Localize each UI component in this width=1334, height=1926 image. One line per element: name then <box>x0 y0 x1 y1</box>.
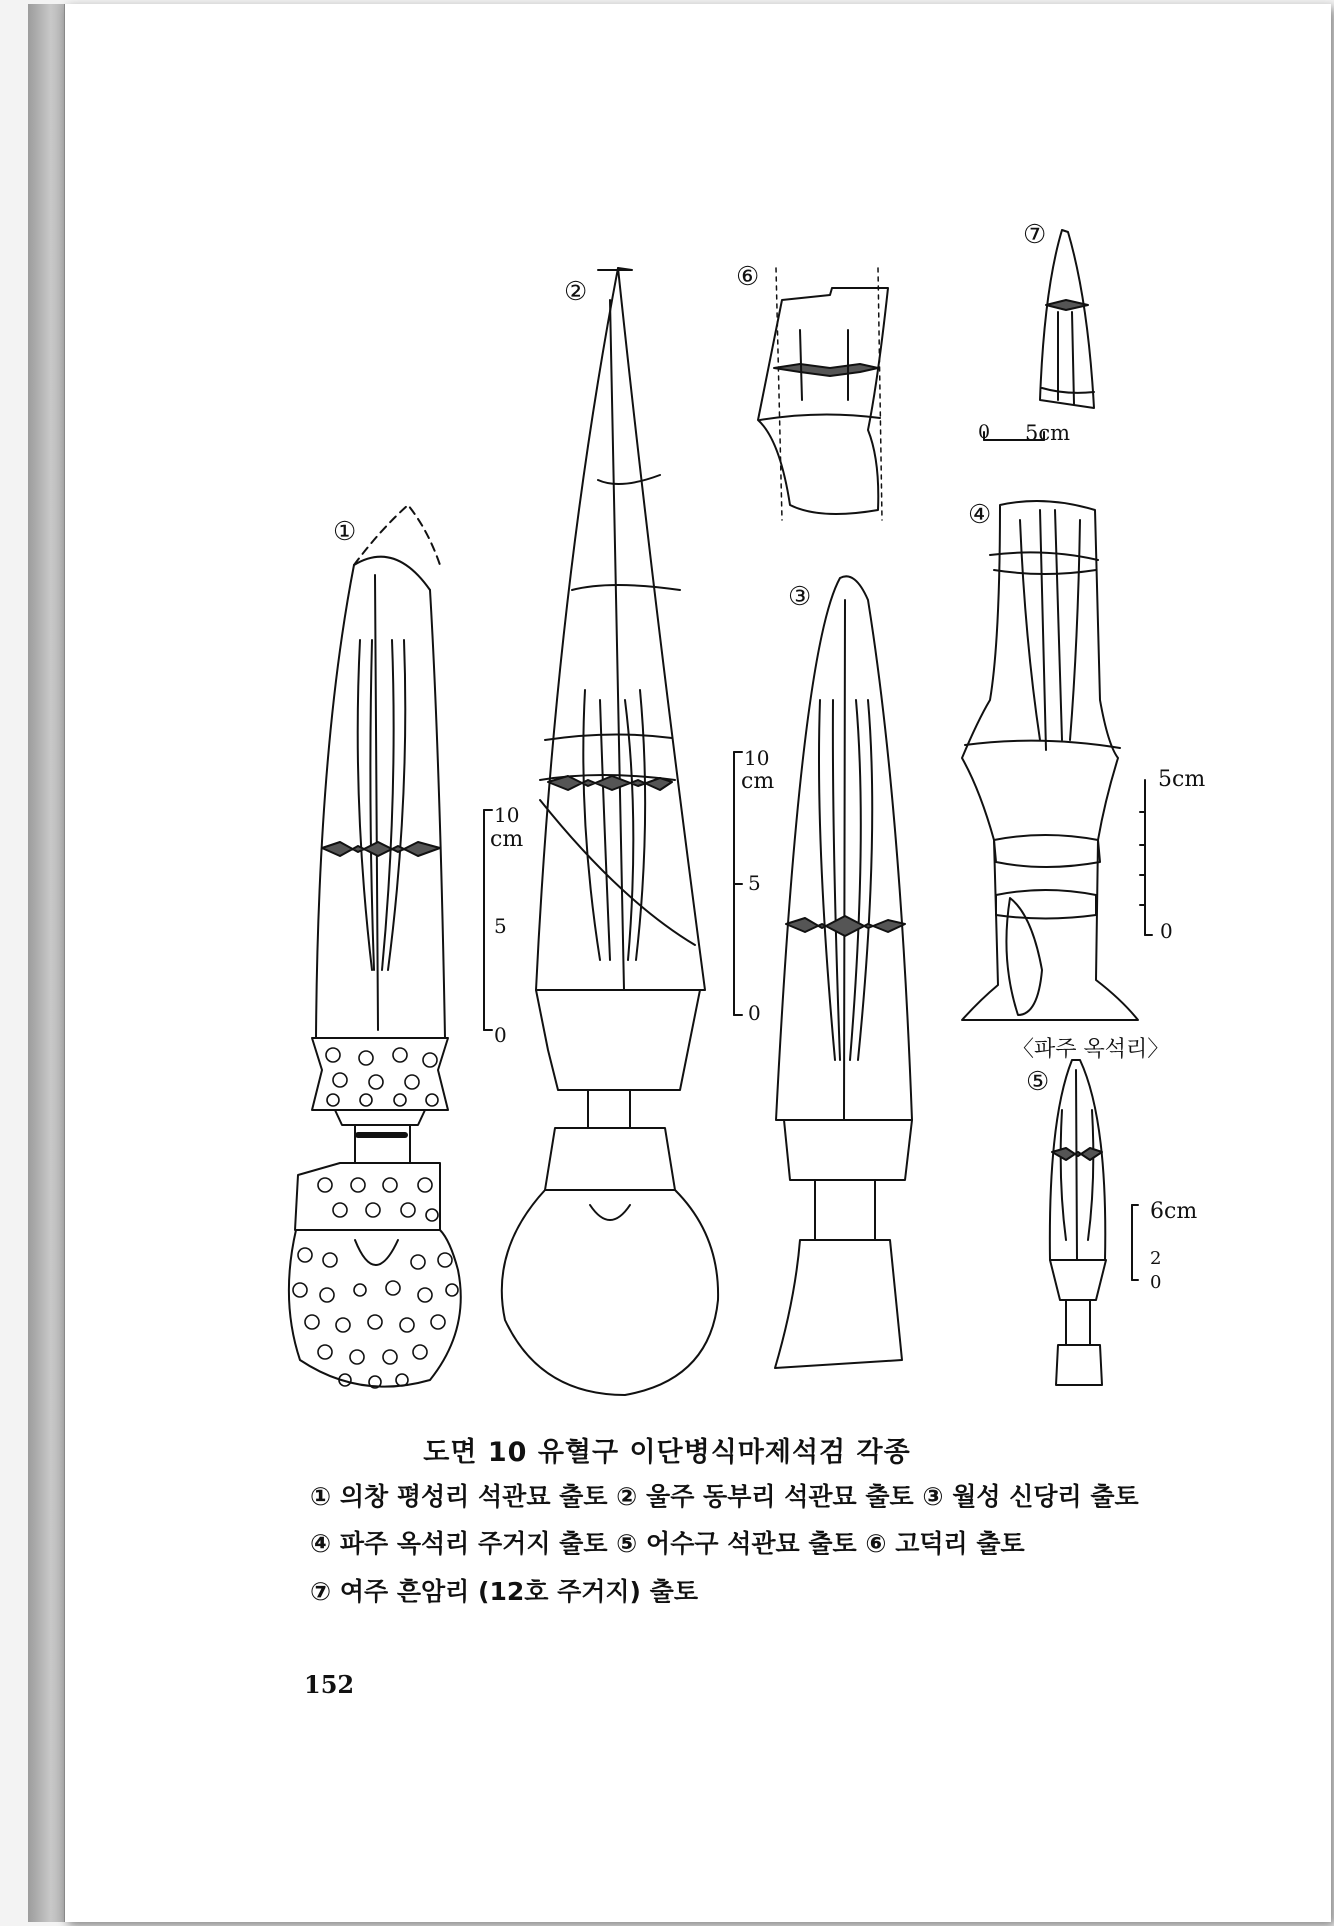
dagger-2 <box>502 268 718 1395</box>
dagger-1-dots <box>293 1048 458 1388</box>
scale2-mid: 5 <box>748 871 761 895</box>
scale2-unit: cm <box>741 769 775 794</box>
scale4-zero: 0 <box>1160 919 1173 943</box>
dagger-5 <box>1050 1060 1106 1385</box>
dagger-1 <box>289 505 461 1387</box>
caption-line-3: ⑦ 여주 흔암리 (12호 주거지) 출토 <box>310 1577 698 1606</box>
scale7-top: 5cm <box>1025 421 1071 445</box>
scale1-mid: 5 <box>494 914 507 938</box>
marker-1: ① <box>333 517 357 547</box>
label-4: 〈파주 옥석리〉 <box>1012 1037 1170 1062</box>
figure-caption-title: 도면 10 유혈구 이단병식마제석검 각종 <box>423 1437 911 1468</box>
dagger-6 <box>758 268 888 520</box>
scale5-zero: 0 <box>1150 1272 1162 1293</box>
scale5-top: 6cm <box>1150 1199 1198 1224</box>
dagger-7 <box>1040 230 1094 408</box>
marker-2: ② <box>564 277 588 307</box>
scale1-unit: cm <box>490 827 524 852</box>
scale1-zero: 0 <box>494 1023 507 1047</box>
marker-3: ③ <box>788 582 812 612</box>
scale1-top: 10 <box>494 803 520 827</box>
marker-7: ⑦ <box>1023 220 1047 250</box>
page-number: 152 <box>304 1670 355 1699</box>
caption-line-2: ④ 파주 옥석리 주거지 출토 ⑤ 어수구 석관묘 출토 ⑥ 고덕리 출토 <box>310 1529 1025 1558</box>
scale5-mid: 2 <box>1150 1248 1162 1269</box>
dagger-4 <box>962 501 1138 1020</box>
scale2-top: 10 <box>744 746 770 770</box>
marker-6: ⑥ <box>736 262 760 292</box>
caption-line-1: ① 의창 평성리 석관묘 출토 ② 울주 동부리 석관묘 출토 ③ 월성 신당리 출토 <box>310 1482 1139 1511</box>
marker-5: ⑤ <box>1026 1067 1050 1097</box>
dagger-3 <box>775 576 912 1368</box>
marker-4: ④ <box>968 500 992 530</box>
scale4-top: 5cm <box>1158 767 1206 792</box>
scale2-zero: 0 <box>748 1001 761 1025</box>
scale-bar-5 <box>1132 1205 1138 1280</box>
scale7-zero: 0 <box>978 421 991 443</box>
scale-bar-4 <box>1140 780 1152 935</box>
